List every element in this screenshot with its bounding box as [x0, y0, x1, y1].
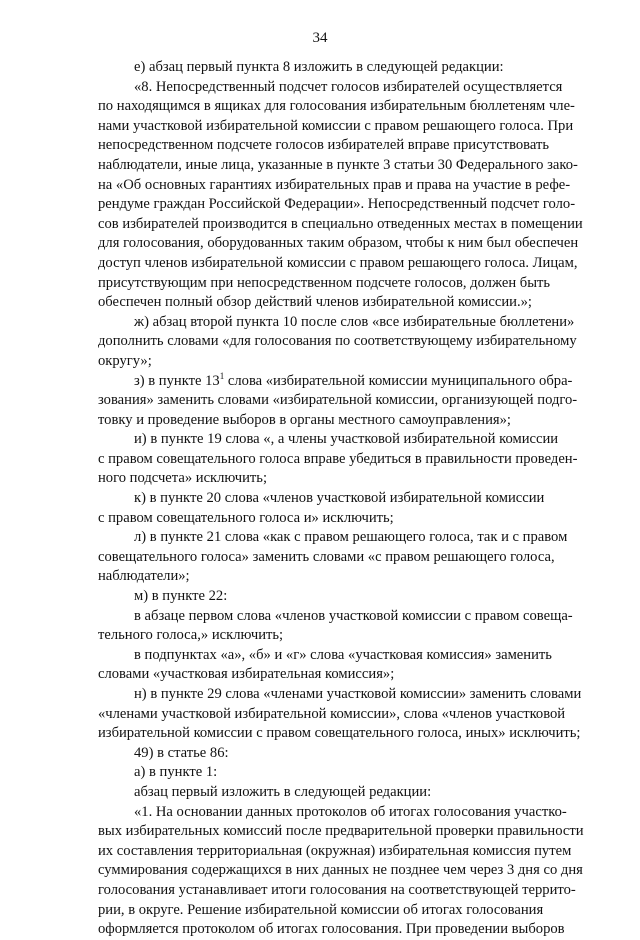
- text-line: [98, 724, 600, 744]
- text-line: [98, 372, 600, 392]
- line-text: и) в пункте 19 слова «, а члены участковой избирательной комиссии: [134, 431, 559, 448]
- text-line: [98, 78, 600, 98]
- text-line: [98, 861, 600, 881]
- text-line: [98, 313, 600, 333]
- line-text-continued: слова «избирательной комиссии муниципального обра-: [224, 372, 573, 389]
- line-text: тельного голоса,» исключить;: [98, 627, 284, 644]
- line-text: зования» заменить словами «избирательной комиссии, организующей подго-: [98, 392, 578, 409]
- line-text: округу»;: [98, 352, 152, 369]
- line-text: дополнить словами «для голосования по соответствующему избирательному: [98, 333, 577, 350]
- text-line: [98, 58, 600, 78]
- text-line: [98, 117, 600, 137]
- line-text: на «Об основных гарантиях избирательных прав и права на участие в рефе-: [98, 176, 571, 193]
- text-line: [98, 156, 600, 176]
- text-line: [98, 450, 600, 470]
- line-text: словами «участковая избирательная комиссия»;: [98, 666, 395, 683]
- text-line: [98, 665, 600, 685]
- text-line: [98, 352, 600, 372]
- line-text: по находящимся в ящиках для голосования избирательным бюллетеням чле-: [98, 98, 575, 115]
- text-line: [98, 685, 600, 705]
- line-text: голосования устанавливает итоги голосования на соответствующей террито-: [98, 881, 576, 898]
- line-text: наблюдатели, иные лица, указанные в пункте 3 статьи 30 Федерального зако-: [98, 156, 578, 173]
- line-text: оформляется протоколом об итогах голосования. При проведении выборов: [98, 921, 565, 938]
- document-body: [98, 58, 600, 940]
- line-text: с правом совещательного голоса и» исключить;: [98, 509, 394, 526]
- line-text: 49) в статье 86:: [134, 744, 229, 761]
- line-text: «1. На основании данных протоколов об итогах голосования участко-: [134, 803, 567, 820]
- text-line: [98, 430, 600, 450]
- line-text: рендуме граждан Российской Федерации». Непосредственный подсчет голо-: [98, 196, 576, 213]
- text-line: [98, 548, 600, 568]
- text-line: [98, 254, 600, 274]
- line-text: присутствующим при непосредственном подсчете голосов, должен быть: [98, 274, 551, 291]
- line-text: м) в пункте 22:: [134, 588, 228, 605]
- text-line: [98, 195, 600, 215]
- line-text: их составления территориальная (окружная) избирательная комиссия путем: [98, 842, 572, 859]
- text-line: [98, 881, 600, 901]
- line-text: «членами участковой избирательной комиссии», слова «членов участковой: [98, 705, 566, 722]
- text-line: [98, 783, 600, 803]
- text-line: [98, 763, 600, 783]
- text-line: [98, 842, 600, 862]
- line-text: суммирования содержащихся в них данных не позднее чем через 3 дня со дня: [98, 862, 583, 879]
- text-line: [98, 136, 600, 156]
- text-line: [98, 215, 600, 235]
- line-text: нами участковой избирательной комиссии с правом решающего голоса. При: [98, 117, 574, 134]
- line-text: абзац первый изложить в следующей редакции:: [134, 783, 432, 800]
- line-text: обеспечен полный обзор действий членов избирательной комиссии.»;: [98, 294, 532, 311]
- text-line: [98, 293, 600, 313]
- line-text: избирательной комиссии с правом совещательного голоса, иных» исключить;: [98, 725, 581, 742]
- line-text: е) абзац первый пункта 8 изложить в следующей редакции:: [134, 59, 504, 75]
- text-line: [98, 97, 600, 117]
- line-text: «8. Непосредственный подсчет голосов избирателей осуществляется: [134, 78, 563, 95]
- text-line: [98, 822, 600, 842]
- page-number: 34: [312, 30, 328, 46]
- text-line: [98, 901, 600, 921]
- line-text: в абзаце первом слова «членов участковой комиссии с правом совеща-: [134, 607, 573, 624]
- line-text: сов избирателей производится в специально отведенных местах в помещении: [98, 215, 583, 232]
- line-text: совещательного голоса» заменить словами «с правом решающего голоса,: [98, 548, 555, 565]
- line-text: л) в пункте 21 слова «как с правом решающего голоса, так и с правом: [134, 529, 568, 546]
- line-text: к) в пункте 20 слова «членов участковой избирательной комиссии: [134, 490, 545, 507]
- line-text: рии, в округе. Решение избирательной комиссии об итогах голосования: [98, 901, 544, 918]
- text-line: [98, 646, 600, 666]
- text-line: [98, 705, 600, 725]
- line-text: в подпунктах «а», «б» и «г» слова «участковая комиссия» заменить: [134, 646, 552, 663]
- text-line: [98, 744, 600, 764]
- line-text: н) в пункте 29 слова «членами участковой комиссии» заменить словами: [134, 686, 582, 702]
- text-line: [98, 607, 600, 627]
- text-line: [98, 489, 600, 509]
- line-text: ного подсчета» исключить;: [98, 470, 268, 487]
- text-line: [98, 332, 600, 352]
- text-line: [98, 567, 600, 587]
- text-line: [98, 234, 600, 254]
- text-line: [98, 176, 600, 196]
- line-text: товку и проведение выборов в органы местного самоуправления»;: [98, 411, 511, 428]
- line-text: ж) абзац второй пункта 10 после слов «все избирательные бюллетени»: [134, 313, 575, 330]
- text-line: [98, 626, 600, 646]
- text-line: [98, 528, 600, 548]
- line-text: вых избирательных комиссий после предварительной проверки правильности: [98, 823, 584, 840]
- line-text: з) в пункте 13: [134, 372, 220, 389]
- text-line: [98, 587, 600, 607]
- line-text: с правом совещательного голоса вправе убедиться в правильности проведен-: [98, 450, 578, 467]
- text-line: [98, 411, 600, 431]
- text-line: [98, 509, 600, 529]
- text-line: [98, 920, 600, 940]
- superscript: 1: [219, 370, 225, 381]
- line-text: для голосования, оборудованных таким образом, чтобы к ним был обеспечен: [98, 235, 579, 252]
- text-line: [98, 391, 600, 411]
- line-text: непосредственном подсчете голосов избирателей вправе присутствовать: [98, 137, 550, 154]
- line-text: наблюдатели»;: [98, 568, 190, 585]
- text-line: [98, 803, 600, 823]
- line-text: доступ членов избирательной комиссии с правом решающего голоса. Лицам,: [98, 254, 578, 271]
- line-text: а) в пункте 1:: [134, 764, 218, 781]
- text-line: [98, 274, 600, 294]
- text-line: [98, 469, 600, 489]
